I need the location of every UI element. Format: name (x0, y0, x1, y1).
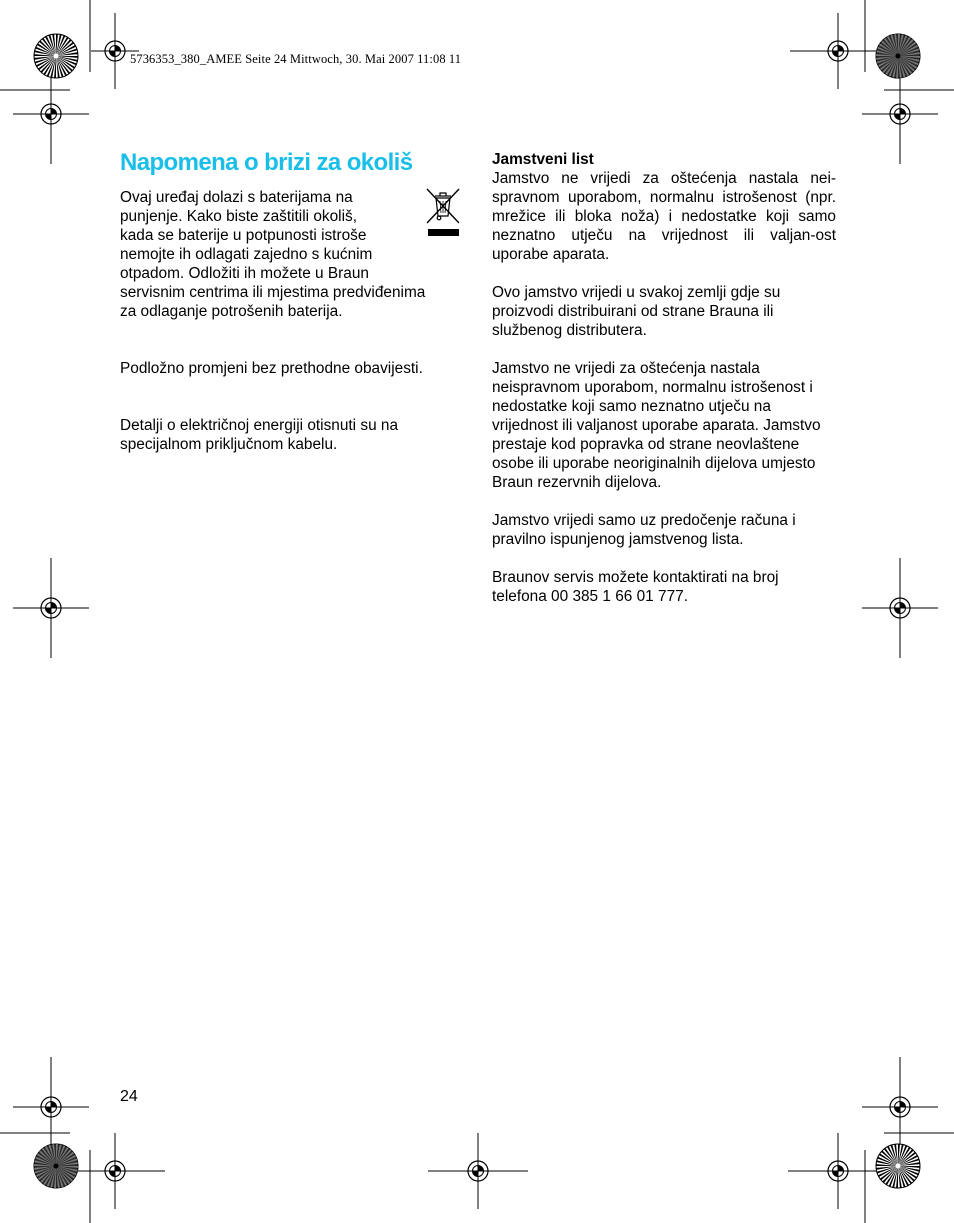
warranty-paragraph: Jamstvo vrijedi samo uz predočenje računa i pravilno ispunjenog jamstvenog lista. (492, 512, 796, 548)
intro-line: punjenje. Kako biste zaštitili okoliš, (120, 208, 357, 225)
warranty-paragraph: Ovo jamstvo vrijedi u svakoj zemlji gdje su proizvodi distribuirani od strane Brauna ili službenog distributera. (492, 284, 781, 339)
warranty-paragraph: Jamstvo ne vrijedi za oštećenja nastala neispravnom uporabom, normalnu istrošenost i nedostatke koji samo neznatno utječu na vrijednost ili valjanost uporabe aparata. Jamstvo prestaje kod popravka od strane neovlaštene osobe ili uporabe neoriginalnih dijelova umjesto Braun rezervnih dijelova. (492, 360, 821, 491)
intro-line: kada se baterije u potpunosti istroše (120, 227, 367, 244)
starburst-center (896, 54, 901, 59)
intro-paragraph (120, 188, 465, 321)
crossed-out-wheelie-bin-icon (425, 186, 461, 238)
environment-section (120, 148, 465, 454)
starburst-center (896, 1164, 901, 1169)
electrical-info-paragraph: Detalji o električnoj energiji otisnuti su na specijalnom priključnom kabelu. (120, 417, 399, 453)
notice-paragraph: Podložno promjeni bez prethodne obavijesti. (120, 360, 423, 377)
section-title: Napomena o brizi za okoliš (120, 149, 413, 176)
warranty-paragraph: Braunov servis možete kontaktirati na broj telefona 00 385 1 66 01 777. (492, 569, 779, 605)
intro-line: Ovaj uređaj dolazi s baterijama na (120, 189, 353, 206)
print-info-line: 5736353_380_AMEE Seite 24 Mittwoch, 30. Mai 2007 11:08 11 (130, 52, 462, 66)
intro-line: otpadom. Odložiti ih možete u Braun (120, 265, 369, 282)
starburst-center (54, 54, 59, 59)
warranty-heading: Jamstveni list (492, 151, 594, 168)
intro-line: za odlaganje potrošenih baterija. (120, 303, 343, 320)
warranty-section (492, 150, 836, 625)
starburst-center (54, 1164, 59, 1169)
page-number: 24 (120, 1088, 138, 1105)
intro-line: servisnim centrima ili mjestima predviđenima (120, 284, 426, 301)
warranty-paragraph: Jamstvo ne vrijedi za oštećenja nastala nei-spravnom uporabom, normalnu istrošenost (npr. mrežice ili bloka noža) i nedostatke koji samo neznatno utječu na vrijednost ili valjan-ost uporabe aparata. (492, 170, 836, 263)
intro-line: nemojte ih odlagati zajedno s kućnim (120, 246, 373, 263)
